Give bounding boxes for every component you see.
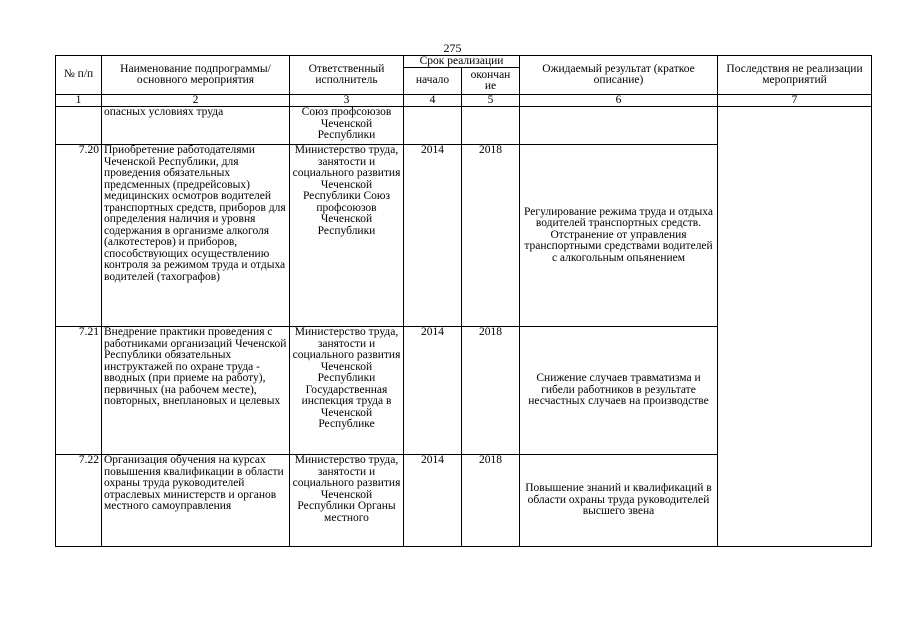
row-number: 7.22 — [56, 455, 102, 547]
row-number: 7.20 — [56, 145, 102, 327]
header-responsible: Ответственный исполнитель — [290, 56, 404, 95]
column-number: 2 — [102, 95, 290, 107]
responsible-executor: Министерство труда, занятости и социального развития Чеченской Республики Союз профсоюзов Чеченской Республики — [290, 145, 404, 327]
column-number: 3 — [290, 95, 404, 107]
table-row — [56, 107, 872, 145]
expected-result: Снижение случаев травматизма и гибели работников в результате несчастных случаев на производстве — [520, 327, 718, 455]
end-year: 2018 — [462, 455, 520, 547]
row-number — [56, 107, 102, 145]
responsible-executor: Министерство труда, занятости и социального развития Чеченской Республики Государственная инспекция труда в Чеченской Республике — [290, 327, 404, 455]
measure-name: опасных условиях труда — [102, 107, 290, 145]
end-year: 2018 — [462, 145, 520, 327]
expected-result — [520, 107, 718, 145]
start-year: 2014 — [404, 327, 462, 455]
header-term: Срок реализации — [404, 56, 520, 68]
consequences-cell — [718, 107, 872, 547]
header-num: № п/п — [56, 56, 102, 95]
page-number: 275 — [443, 41, 462, 55]
measure-name: Внедрение практики проведения с работниками организаций Чеченской Республики обязательных инструктажей по охране труда - вводных (при приеме на работу), первичных (на рабочем месте), повторных, внеплановых и целевых — [102, 327, 290, 455]
start-year: 2014 — [404, 455, 462, 547]
column-number: 7 — [718, 95, 872, 107]
measure-name: Приобретение работодателями Чеченской Республики, для проведения обязательных предсменных (предрейсовых) медицинских осмотров водителей транспортных средств, приборов для определения наличия и уровня содержания в организме алкоголя (алкотестеров) и приборов, способствующих осуществлению контроля за режимом труда и отдыха водителей (тахографов) — [102, 145, 290, 327]
expected-result: Повышение знаний и квалификаций в области охраны труда руководителей высшего звена — [520, 455, 718, 547]
column-number: 6 — [520, 95, 718, 107]
column-number: 1 — [56, 95, 102, 107]
header-expected-result: Ожидаемый результат (краткое описание) — [520, 56, 718, 95]
header-start: начало — [404, 68, 462, 95]
end-year: 2018 — [462, 327, 520, 455]
header-consequences: Последствия не реализации мероприятий — [718, 56, 872, 95]
start-year — [404, 107, 462, 145]
end-year — [462, 107, 520, 145]
measure-name: Организация обучения на курсах повышения квалификации в области охраны труда руководителей отраслевых министерств и органов местного самоуправления — [102, 455, 290, 547]
column-number: 5 — [462, 95, 520, 107]
responsible-executor: Министерство труда, занятости и социального развития Чеченской Республики Органы местного — [290, 455, 404, 547]
header-name: Наименование подпрограммы/ основного мероприятия — [102, 56, 290, 95]
column-numbers-row — [56, 95, 872, 107]
expected-result: Регулирование режима труда и отдыха водителей транспортных средств. Отстранение от управления транспортными средствами водителей с алкогольным опьянением — [520, 145, 718, 327]
row-number: 7.21 — [56, 327, 102, 455]
start-year: 2014 — [404, 145, 462, 327]
responsible-executor: Союз профсоюзов Чеченской Республики — [290, 107, 404, 145]
header-end: окончан ие — [462, 68, 520, 95]
measures-table — [55, 55, 872, 547]
column-number: 4 — [404, 95, 462, 107]
